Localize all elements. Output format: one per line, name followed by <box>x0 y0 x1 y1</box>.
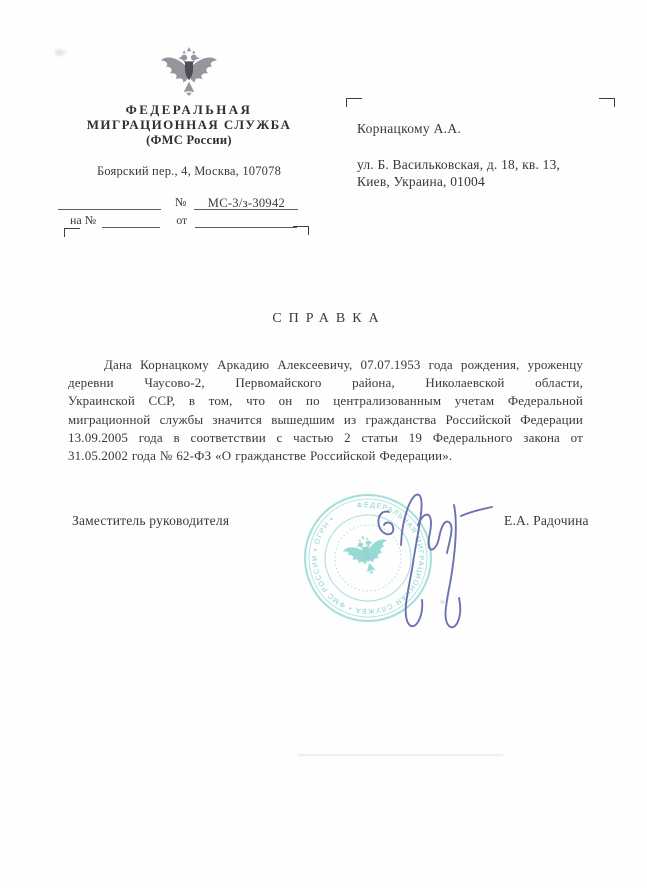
signer-position-title: Заместитель руководителя <box>72 513 230 528</box>
letterhead <box>58 46 320 228</box>
org-name-abbrev: (ФМС России) <box>146 133 232 147</box>
reference-row <box>58 212 320 228</box>
blank-line <box>102 214 160 228</box>
number-row <box>58 194 320 210</box>
signer-name: Е.А. Радочина <box>504 513 589 528</box>
body-line: миграционной службы значится вышедшим из гражданства Российской Федерации <box>68 411 583 427</box>
org-name-line1: ФЕДЕРАЛЬНАЯ <box>125 102 253 117</box>
double-headed-eagle-emblem-icon <box>158 46 220 98</box>
blank-line <box>58 196 161 210</box>
scan-artifact-dot <box>440 600 445 604</box>
addressee-address-line1: ул. Б. Васильковская, д. 18, кв. 13, <box>357 157 561 172</box>
document-number-value: МС-3/з-30942 <box>194 196 298 210</box>
document-number-block <box>58 194 320 228</box>
signature-icon <box>373 483 497 635</box>
ref-number-label: на № <box>70 213 97 227</box>
org-postal-address: Боярский пер., 4, Москва, 107078 <box>96 164 282 178</box>
body-paragraph <box>68 357 583 466</box>
addressee-block <box>346 94 614 190</box>
addressee-name: Корнацкому А.А. <box>357 121 462 136</box>
body-line: Дана Корнацкому Аркадию Алексеевичу, 07.07.1953 года рождения, уроженцу <box>104 357 583 372</box>
from-label: от <box>176 213 188 227</box>
body-line: деревни Чаусово-2, Первомайского района, Николаевской области, <box>68 375 583 391</box>
corner-mark-bottom-left <box>64 228 80 237</box>
corner-mark-bottom-right <box>293 226 309 235</box>
body-line: Украинской ССР, в том, что он по централизованным учетам Федеральной <box>68 393 583 409</box>
stamp-ring-text: ФЕДЕРАЛЬНАЯ МИГРАЦИОННАЯ СЛУЖБА • ФМС РОССИИ • ОГРН • <box>309 499 426 617</box>
addressee-address <box>346 156 614 190</box>
addressee-address-line2: Киев, Украина, 01004 <box>357 174 485 189</box>
corner-mark-top-right <box>599 98 615 107</box>
document-title: СПРАВКА <box>272 311 386 326</box>
scan-artifact-line <box>298 754 503 756</box>
handwritten-signature <box>373 483 497 635</box>
number-sign-label: № <box>175 195 187 209</box>
corner-mark-top-left <box>346 98 362 107</box>
body-line: 31.05.2002 года № 62-ФЗ «О гражданстве Российской Федерации». <box>68 447 453 463</box>
body-line: 13.09.2005 года в соответствии с частью 2 статьи 19 Федерального закона от <box>68 429 583 445</box>
org-name-line2: МИГРАЦИОННАЯ СЛУЖБА <box>86 117 292 132</box>
blank-line <box>195 214 297 228</box>
